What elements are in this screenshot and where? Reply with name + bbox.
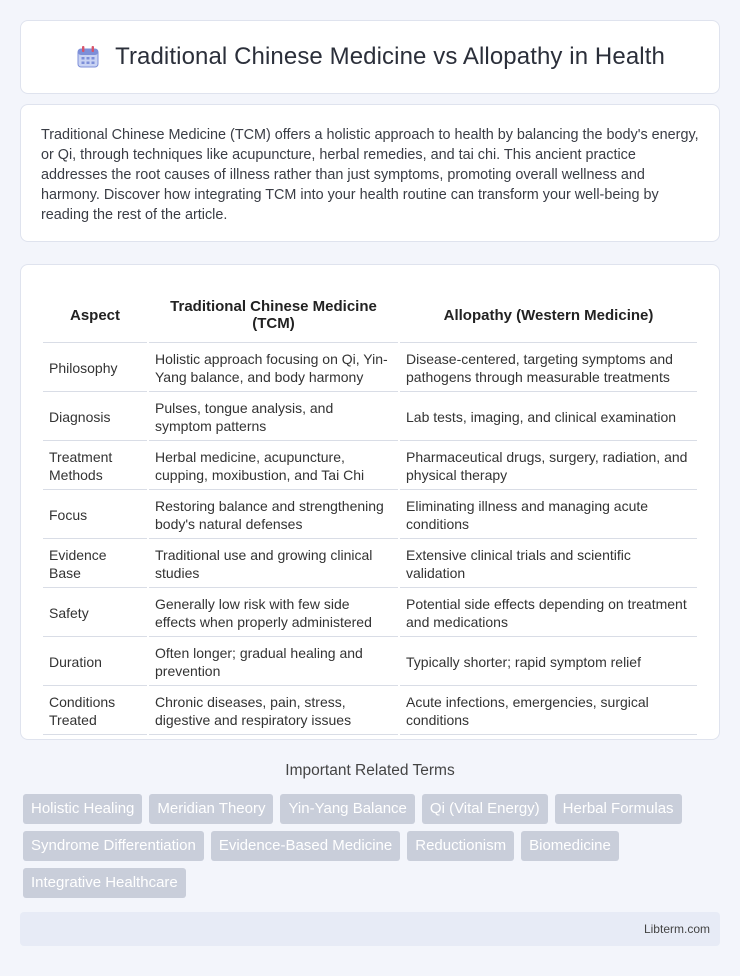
allopathy-cell: Disease-centered, targeting symptoms and pathogens through measurable treatments — [400, 345, 697, 392]
table-row — [43, 345, 697, 392]
calendar-icon — [75, 44, 101, 70]
allopathy-cell: Potential side effects depending on treatment and medications — [400, 590, 697, 637]
table-row — [43, 443, 697, 490]
allopathy-cell: Lab tests, imaging, and clinical examination — [400, 394, 697, 441]
footer-brand-link[interactable]: Libterm.com — [643, 922, 710, 936]
tcm-cell: Pulses, tongue analysis, and symptom patterns — [149, 394, 398, 441]
footer — [20, 912, 720, 946]
related-terms-section — [20, 762, 720, 898]
comparison-table — [41, 283, 699, 737]
tag-qi-vital-energy[interactable]: Qi (Vital Energy) — [422, 794, 548, 824]
intro-text: Traditional Chinese Medicine (TCM) offers a holistic approach to health by balancing the body's energy, or Qi, through techniques like acupuncture, herbal remedies, and tai chi. This ancient practice addresses the root causes of illness rather than just symptoms, promoting overall wellness and harmony. Discover how integrating TCM into your health routine can transform your well-being by reading the rest of the article. — [41, 127, 699, 223]
title-wrap — [75, 43, 665, 71]
tag-reductionism[interactable]: Reductionism — [407, 831, 514, 861]
allopathy-cell: Eliminating illness and managing acute conditions — [400, 492, 697, 539]
table-row — [43, 590, 697, 637]
table-row — [43, 639, 697, 686]
header-aspect: Aspect — [43, 285, 147, 343]
tag-syndrome-differentiation[interactable]: Syndrome Differentiation — [23, 831, 204, 861]
tcm-cell: Often longer; gradual healing and prevention — [149, 639, 398, 686]
tcm-cell: Traditional use and growing clinical studies — [149, 541, 398, 588]
tag-herbal-formulas[interactable]: Herbal Formulas — [555, 794, 682, 824]
tag-meridian-theory[interactable]: Meridian Theory — [149, 794, 273, 824]
aspect-cell: Conditions Treated — [43, 688, 147, 735]
header-allopathy: Allopathy (Western Medicine) — [400, 285, 697, 343]
tag-evidence-based-medicine[interactable]: Evidence-Based Medicine — [211, 831, 400, 861]
table-row — [43, 394, 697, 441]
aspect-cell: Treatment Methods — [43, 443, 147, 490]
tag-yin-yang-balance[interactable]: Yin-Yang Balance — [280, 794, 414, 824]
table-header-row — [43, 285, 697, 343]
allopathy-cell: Acute infections, emergencies, surgical conditions — [400, 688, 697, 735]
tag-integrative-healthcare[interactable]: Integrative Healthcare — [23, 868, 186, 898]
tcm-cell: Chronic diseases, pain, stress, digestive and respiratory issues — [149, 688, 398, 735]
tcm-cell: Generally low risk with few side effects when properly administered — [149, 590, 398, 637]
comparison-table-card — [20, 264, 720, 740]
tcm-cell: Restoring balance and strengthening body's natural defenses — [149, 492, 398, 539]
aspect-cell: Focus — [43, 492, 147, 539]
aspect-cell: Philosophy — [43, 345, 147, 392]
allopathy-cell: Extensive clinical trials and scientific validation — [400, 541, 697, 588]
aspect-cell: Safety — [43, 590, 147, 637]
allopathy-cell: Typically shorter; rapid symptom relief — [400, 639, 697, 686]
allopathy-cell: Pharmaceutical drugs, surgery, radiation, and physical therapy — [400, 443, 697, 490]
table-row — [43, 541, 697, 588]
aspect-cell: Evidence Base — [43, 541, 147, 588]
tcm-cell: Holistic approach focusing on Qi, Yin-Yang balance, and body harmony — [149, 345, 398, 392]
header-tcm: Traditional Chinese Medicine (TCM) — [149, 285, 398, 343]
tag-holistic-healing[interactable]: Holistic Healing — [23, 794, 142, 824]
intro-card — [20, 104, 720, 242]
header-card — [20, 20, 720, 94]
table-row — [43, 492, 697, 539]
aspect-cell: Duration — [43, 639, 147, 686]
aspect-cell: Diagnosis — [43, 394, 147, 441]
table-row — [43, 688, 697, 735]
tag-biomedicine[interactable]: Biomedicine — [521, 831, 619, 861]
related-terms-list — [20, 794, 720, 898]
page-title: Traditional Chinese Medicine vs Allopathy in Health — [115, 43, 665, 70]
tcm-cell: Herbal medicine, acupuncture, cupping, moxibustion, and Tai Chi — [149, 443, 398, 490]
related-terms-title: Important Related Terms — [285, 762, 455, 779]
